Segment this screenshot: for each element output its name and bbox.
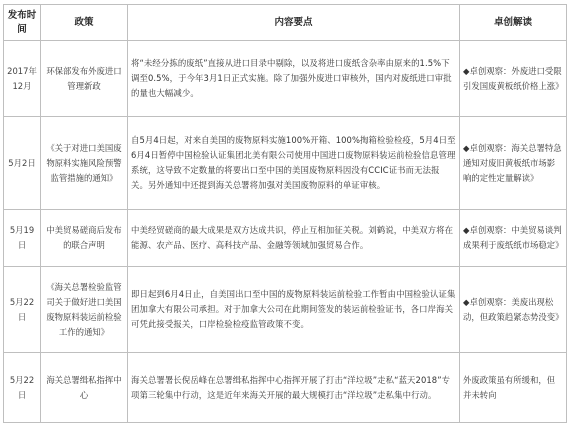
table-row (4, 210, 567, 267)
table-row (4, 117, 567, 210)
row-policy: 中美贸易磋商后发布的联合声明 (41, 210, 128, 267)
header-date: 发布时间 (4, 5, 41, 41)
row-view-link[interactable]: ◆卓创观察：美废出现松动，但政策趋紧态势没变》 (460, 267, 567, 353)
row-content: 自5月4日起，对来自美国的废物原料实施100%开箱、100%掏箱检验检疫，5月4日至6月4日暂停中国检验认证集团北美有限公司使用中国进口废物原料装运前检验信息管理系统，这导致不定数量的将要出口至中国的美国废物原料因没有CCIC证书而无法报关。另外通知中还提到海关总署将加强对美国废物原料的单证审核。 (128, 117, 460, 210)
table-row (4, 353, 567, 423)
row-content: 海关总署署长倪岳峰在总署缉私指挥中心指挥开展了打击“洋垃圾”走私“蓝天2018”专项第三轮集中行动，这是近年来海关开展的最大规模打击“洋垃圾”走私集中行动。 (128, 353, 460, 423)
row-policy: 《海关总署检验监管司关于做好进口美国废物原料装运前检验工作的通知》 (41, 267, 128, 353)
header-view: 卓创解读 (460, 5, 567, 41)
row-policy: 海关总署缉私指挥中心 (41, 353, 128, 423)
row-view-link[interactable]: ◆卓创观察：外废进口受限引发国废黄板纸价格上涨》 (460, 41, 567, 117)
row-policy: 环保部发布外废进口管理新政 (41, 41, 128, 117)
header-content: 内容要点 (128, 5, 460, 41)
row-date: 2017年12月 (4, 41, 41, 117)
row-date: 5月19日 (4, 210, 41, 267)
table-header-row (4, 5, 567, 41)
row-content: 即日起到6月4日止，自美国出口至中国的废物原料装运前检验工作暂由中国检验认证集团加拿大有限公司承担。对于加拿大公司在此期间签发的装运前检验证书，各口岸海关可凭此接受报关，口岸检验检疫监管政策不变。 (128, 267, 460, 353)
row-content: 将“未经分拣的废纸”直接从进口目录中剔除，以及将进口废纸含杂率由原来的1.5%下调至0.5%，于今年3月1日正式实施。除了加强外废进口审核外，国内对废纸进口审批的量也大幅减少。 (128, 41, 460, 117)
table-row (4, 41, 567, 117)
row-view-link[interactable]: ◆卓创观察：中美贸易谈判成果利于废纸纸市场稳定》 (460, 210, 567, 267)
policy-table (3, 4, 567, 423)
table-row (4, 267, 567, 353)
row-date: 5月22日 (4, 267, 41, 353)
row-view-link[interactable]: ◆卓创观察：海关总署特急通知对废旧黄板纸市场影响的定性定量解读》 (460, 117, 567, 210)
header-policy: 政策 (41, 5, 128, 41)
row-date: 5月22日 (4, 353, 41, 423)
row-view: 外废政策虽有所缓和，但并未转向 (460, 353, 567, 423)
row-content: 中美经贸磋商的最大成果是双方达成共识，停止互相加征关税。刘鹤说，中美双方将在能源、农产品、医疗、高科技产品、金融等领域加强贸易合作。 (128, 210, 460, 267)
row-date: 5月2日 (4, 117, 41, 210)
row-policy: 《关于对进口美国废物原料实施风险预警监管措施的通知》 (41, 117, 128, 210)
